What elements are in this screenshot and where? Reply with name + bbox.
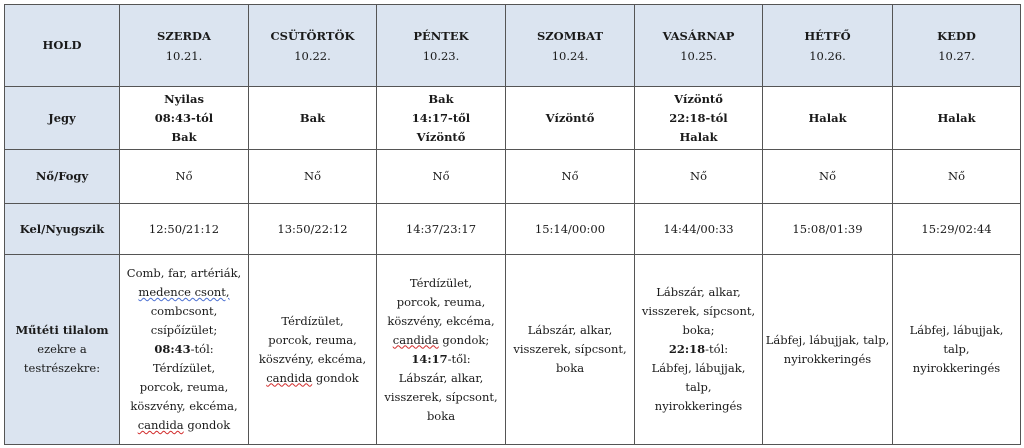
phase-cell: Nő xyxy=(377,150,506,204)
day-header xyxy=(893,5,1021,87)
time-change xyxy=(637,340,760,359)
zodiac-text: Halak xyxy=(679,129,718,144)
zodiac-cell xyxy=(763,87,893,150)
day-header xyxy=(249,5,377,87)
corner-label: HOLD xyxy=(42,38,82,52)
spelling-flag: candida xyxy=(137,418,184,432)
zodiac-change-time: 14:17-től xyxy=(411,110,471,125)
zodiac-text: Vízöntő xyxy=(674,91,723,106)
day-date: 10.22. xyxy=(294,48,331,63)
day-date: 10.26. xyxy=(809,48,846,63)
surgery-row xyxy=(5,255,1021,445)
phase-cell: Nő xyxy=(249,150,377,204)
surgery-cell xyxy=(249,255,377,445)
surgery-cell xyxy=(120,255,249,445)
day-header xyxy=(506,5,635,87)
zodiac-text: Halak xyxy=(808,110,847,125)
zodiac-cell xyxy=(377,87,506,150)
body-part-text xyxy=(251,369,374,388)
body-part-text: Comb, far, artériák, xyxy=(126,266,242,280)
spelling-flag: candida xyxy=(392,332,439,347)
day-name: CSÜTÖRTÖK xyxy=(270,28,355,43)
zodiac-text: Nyilas xyxy=(164,91,204,106)
zodiac-text: Vízöntő xyxy=(416,129,466,144)
zodiac-cell xyxy=(893,87,1021,150)
row-label-zodiac: Jegy xyxy=(5,87,120,150)
rise-set-cell: 15:08/01:39 xyxy=(763,204,893,255)
body-part-text: porcok, reuma, xyxy=(268,332,357,347)
phase-cell: Nő xyxy=(506,150,635,204)
body-part-text: Lábfej, lábujjak, talp, xyxy=(909,323,1004,356)
day-header xyxy=(635,5,763,87)
rise-set-cell: 13:50/22:12 xyxy=(249,204,377,255)
body-part-text: Lábszár, alkar, xyxy=(527,323,613,337)
zodiac-change-time: 22:18-tól xyxy=(669,110,728,125)
zodiac-text: Vízöntő xyxy=(545,110,595,125)
body-part-text: visszerek, sípcsont, xyxy=(384,389,498,404)
rise-set-cell: 15:14/00:00 xyxy=(506,204,635,255)
grammar-flag: medence csont, xyxy=(138,285,230,299)
day-date: 10.23. xyxy=(422,48,460,63)
body-part-text: köszvény, ekcéma, xyxy=(387,313,495,328)
zodiac-change-time: 08:43-tól xyxy=(154,110,214,125)
body-part-text xyxy=(379,331,503,350)
change-time: 14:17 xyxy=(411,351,448,366)
spelling-flag: candida xyxy=(266,370,313,385)
phase-cell: Nő xyxy=(893,150,1021,204)
change-suffix: -tól: xyxy=(705,342,729,356)
day-name: KEDD xyxy=(937,28,976,43)
surgery-cell xyxy=(763,255,893,445)
time-change xyxy=(379,350,503,369)
zodiac-cell xyxy=(120,87,249,150)
rise-set-cell: 15:29/02:44 xyxy=(893,204,1021,255)
change-suffix: -tól: xyxy=(190,342,214,356)
header-row xyxy=(5,5,1021,87)
body-part-text: nyirokkeringés xyxy=(783,351,872,366)
row-label-surgery xyxy=(5,255,120,445)
body-part-text: visszerek, sípcsont, xyxy=(513,342,627,356)
body-part-text: Térdízület, xyxy=(281,313,344,328)
day-date: 10.21. xyxy=(165,48,203,63)
body-part-text: gondok; xyxy=(438,332,490,347)
day-header xyxy=(377,5,506,87)
body-part-text: Lábszár, alkar, xyxy=(398,370,484,385)
body-part-text: Lábfej, lábujjak, talp, xyxy=(765,332,890,347)
surgery-cell xyxy=(377,255,506,445)
day-header xyxy=(120,5,249,87)
body-part-text: gondok xyxy=(312,370,359,385)
day-date: 10.25. xyxy=(680,48,717,63)
rise-set-cell: 14:44/00:33 xyxy=(635,204,763,255)
day-header xyxy=(763,5,893,87)
body-part-text: nyirokkeringés xyxy=(912,361,1001,375)
phase-cell: Nő xyxy=(120,150,249,204)
body-part-text: boka; xyxy=(682,323,715,337)
zodiac-cell xyxy=(635,87,763,150)
body-part-text: köszvény, ekcéma, xyxy=(258,351,367,366)
body-part-text xyxy=(122,283,246,302)
zodiac-text: Bak xyxy=(428,91,454,106)
zodiac-text: Halak xyxy=(937,110,976,125)
phase-cell: Nő xyxy=(763,150,893,204)
moon-calendar-table xyxy=(4,4,1021,445)
surgery-cell xyxy=(635,255,763,445)
row-label-phase: Nő/Fogy xyxy=(5,150,120,204)
body-part-text: köszvény, ekcéma, xyxy=(130,399,238,413)
surgery-cell xyxy=(506,255,635,445)
body-part-text: Lábfej, lábujjak, talp, xyxy=(651,361,746,394)
day-name: PÉNTEK xyxy=(413,28,469,43)
body-part-text: Lábszár, alkar, xyxy=(656,285,741,299)
day-name: HÉTFŐ xyxy=(804,28,851,43)
body-part-text: porcok, reuma, xyxy=(139,380,229,394)
body-part-text: boka xyxy=(555,361,585,375)
body-part-text: porcok, reuma, xyxy=(396,294,486,309)
zodiac-cell xyxy=(506,87,635,150)
body-part-text: nyirokkeringés xyxy=(654,399,743,413)
day-name: VASÁRNAP xyxy=(662,28,735,43)
time-change xyxy=(122,340,246,359)
zodiac-row xyxy=(5,87,1021,150)
zodiac-text: Bak xyxy=(171,129,197,144)
surgery-label-line: ezekre a xyxy=(37,342,87,356)
row-label-rise-set: Kel/Nyugszik xyxy=(5,204,120,255)
surgery-label-title: Műtéti tilalom xyxy=(15,323,109,337)
surgery-label-line: testrészekre: xyxy=(23,361,101,375)
body-part-text: visszerek, sípcsont, xyxy=(641,304,756,318)
phase-row xyxy=(5,150,1021,204)
rise-set-row xyxy=(5,204,1021,255)
body-part-text: boka xyxy=(426,408,456,423)
day-name: SZOMBAT xyxy=(536,28,604,43)
day-date: 10.24. xyxy=(551,48,589,63)
body-part-text xyxy=(122,416,246,435)
zodiac-text: Bak xyxy=(299,110,326,125)
change-time: 22:18 xyxy=(668,342,706,356)
change-suffix: -től: xyxy=(447,351,471,366)
body-part-text: gondok xyxy=(183,418,231,432)
body-part-text: Térdízület, xyxy=(152,361,216,375)
surgery-cell xyxy=(893,255,1021,445)
rise-set-cell: 14:37/23:17 xyxy=(377,204,506,255)
rise-set-cell: 12:50/21:12 xyxy=(120,204,249,255)
zodiac-cell xyxy=(249,87,377,150)
corner-header xyxy=(5,5,120,87)
phase-cell: Nő xyxy=(635,150,763,204)
change-time: 08:43 xyxy=(154,342,191,356)
day-name: SZERDA xyxy=(157,28,211,43)
body-part-text: csípőízület; xyxy=(150,323,218,337)
day-date: 10.27. xyxy=(938,48,975,63)
body-part-text: combcsont, xyxy=(150,304,218,318)
body-part-text: Térdízület, xyxy=(409,275,473,290)
